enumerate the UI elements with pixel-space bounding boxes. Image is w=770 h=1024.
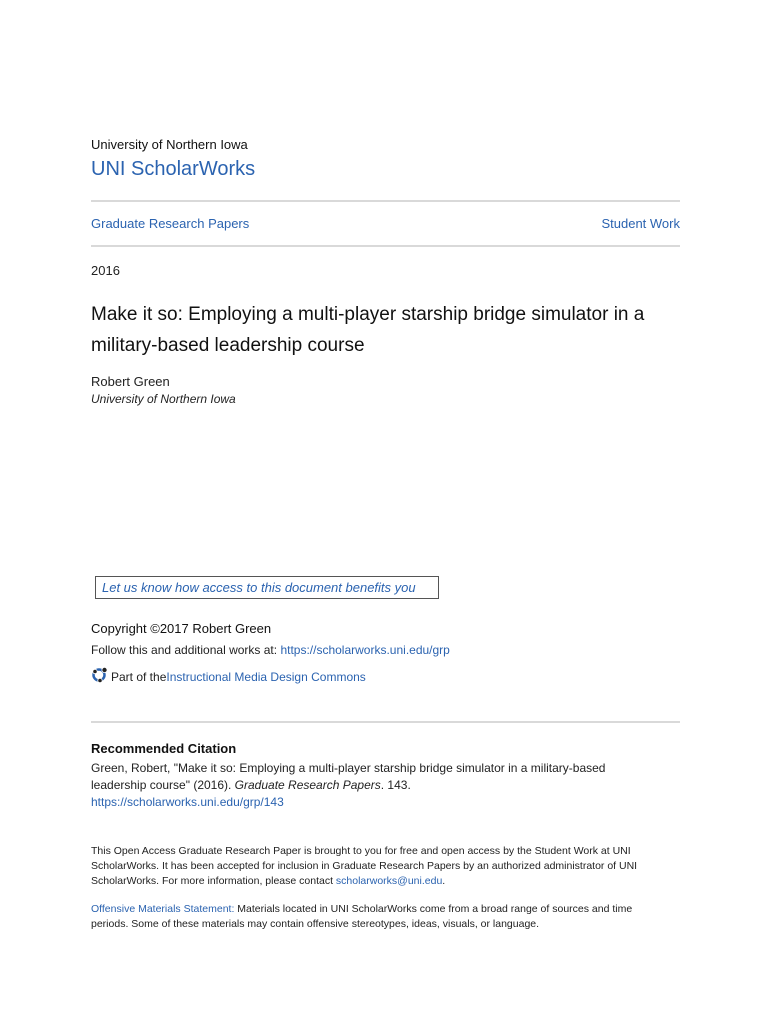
commons-link[interactable]: Instructional Media Design Commons [166, 669, 366, 684]
contact-email-link[interactable]: scholarworks@uni.edu [335, 875, 443, 887]
citation-heading: Recommended Citation [91, 741, 237, 756]
follow-prefix: Follow this and additional works at: [91, 643, 281, 657]
access-statement [91, 844, 671, 889]
access-text: This Open Access Graduate Research Paper is brought to you for free and open access by the Student Work at UNI ScholarWorks. It has been accepted for inclusion in Graduate Research Papers by an authorized administrator of UNI ScholarWorks. For more information, please contact [91, 845, 638, 887]
author-name: Robert Green [91, 374, 170, 389]
offensive-text: Materials located in UNI ScholarWorks come from a broad range of sources and time periods. Some of these materials may contain offensive stereotypes, ideas, visuals, or language. [91, 903, 633, 930]
paper-title: Make it so: Employing a multi-player starship bridge simulator in a military-based leadership course [91, 304, 645, 356]
part-of-line [91, 667, 366, 686]
citation-number: . 143. [380, 778, 411, 792]
citation-text: Green, Robert, "Make it so: Employing a multi-player starship bridge simulator in a military-based leadership course" (2016). [91, 761, 606, 792]
part-of-prefix: Part of the [111, 669, 167, 684]
offensive-statement-link[interactable]: Offensive Materials Statement: [91, 903, 235, 915]
divider [91, 721, 680, 723]
department-link[interactable]: Student Work [601, 216, 680, 231]
cover-page [91, 0, 680, 1024]
follow-line [91, 643, 450, 657]
divider [91, 200, 680, 202]
commons-network-icon [91, 667, 111, 686]
author-affiliation: University of Northern Iowa [91, 392, 236, 406]
collection-link[interactable]: Graduate Research Papers [91, 216, 250, 231]
citation-series: Graduate Research Papers [234, 778, 381, 792]
feedback-link[interactable]: Let us know how access to this document benefits you [95, 576, 439, 599]
institution-name: University of Northern Iowa [91, 137, 248, 152]
repository-link[interactable]: UNI ScholarWorks [91, 158, 256, 180]
divider [91, 245, 680, 247]
citation-block [91, 760, 651, 811]
publication-year: 2016 [91, 263, 120, 278]
offensive-statement [91, 902, 671, 932]
copyright-notice: Copyright ©2017 Robert Green [91, 621, 272, 636]
access-end: . [442, 875, 446, 887]
follow-url-link[interactable]: https://scholarworks.uni.edu/grp [280, 643, 450, 657]
citation-url-link[interactable]: https://scholarworks.uni.edu/grp/143 [91, 795, 284, 809]
